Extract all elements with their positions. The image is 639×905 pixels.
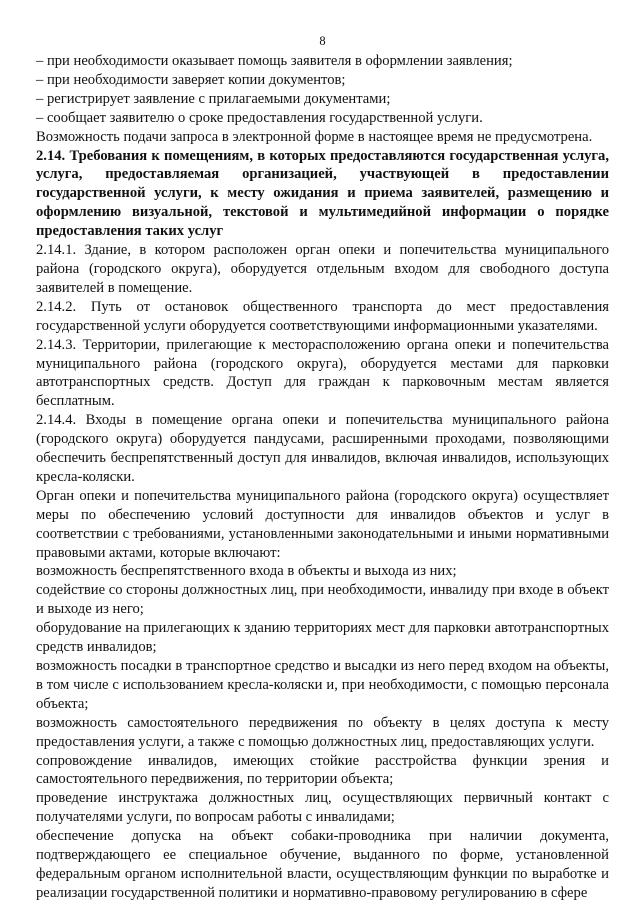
list-item: – сообщает заявителю о сроке предоставления государственной услуги. xyxy=(36,109,483,126)
paragraph: 2.14.2. Путь от остановок общественного транспорта до мест предоставления государственной услуги оборудуется соответствующими информационными указателями. xyxy=(36,298,609,334)
page-number: 8 xyxy=(319,34,326,48)
paragraph: возможность самостоятельного передвижения по объекту в целях доступа к месту предоставления услуги, а также с помощью должностных лиц, предоставляющих услуги. xyxy=(36,714,609,750)
paragraph: оборудование на прилегающих к зданию территориях мест для парковки автотранспортных средств инвалидов; xyxy=(36,620,609,656)
paragraph: 2.14.4. Входы в помещение органа опеки и попечительства муниципального района (городского округа) оборудуется пандусами, расширенными проходами, позволяющими обеспечить беспрепятственный доступ для инвалидов, включая инвалидов, использующих кресла-коляски. xyxy=(36,412,609,485)
list-item: – при необходимости оказывает помощь заявителя в оформлении заявления; xyxy=(36,53,513,69)
section-heading: 2.14. Требования к помещениям, в которых предоставляются государственная услуга, услуга, предоставляемая организацией, участвующей в предоставлении государственной услуги, к месту ожидания и приема заявителей, размещению и оформлению визуальной, текстовой и мультимедийной информации о порядке предоставления таких услуг xyxy=(36,147,609,240)
paragraph: возможность посадки в транспортное средство и высадки из него перед входом на объекты, в том числе с использованием кресла-коляски и, при необходимости, с помощью персонала объекта; xyxy=(36,658,609,712)
paragraph: 2.14.1. Здание, в котором расположен орган опеки и попечительства муниципального района (городского округа), оборудуется отдельным входом для свободного доступа заявителей в помещение. xyxy=(36,242,609,296)
list-item: – регистрирует заявление с прилагаемыми документами; xyxy=(36,90,391,107)
paragraph: сопровождение инвалидов, имеющих стойкие расстройства функции зрения и самостоятельного передвижения, по территории объекта; xyxy=(36,752,609,788)
paragraph: проведение инструктажа должностных лиц, осуществляющих первичный контакт с получателями услуги, по вопросам работы с инвалидами; xyxy=(36,790,609,826)
paragraph: содействие со стороны должностных лиц, при необходимости, инвалиду при входе в объект и выходе из него; xyxy=(36,582,609,618)
list-item: – при необходимости заверяет копии документов; xyxy=(36,71,346,88)
paragraph: Орган опеки и попечительства муниципального района (городского округа) осуществляет меры по обеспечению условий доступности для инвалидов объектов и услуг в соответствии с требованиями, установленными законодательными и иными нормативными правовыми актами, которые включают: xyxy=(36,487,609,561)
paragraph: возможность беспрепятственного входа в объекты и выхода из них; xyxy=(36,563,457,580)
electronic-submission-note: Возможность подачи запроса в электронной форме в настоящее время не предусмотрена. xyxy=(36,128,593,145)
paragraph: 2.14.3. Территории, прилегающие к месторасположению органа опеки и попечительства муниципального района (городского округа), оборудуется местами для парковки автотранспортных средств. Доступ для граждан к парковочным местам является бесплатным. xyxy=(36,336,609,410)
paragraph: обеспечение допуска на объект собаки-проводника при наличии документа, подтверждающего ее специальное обучение, выданного по форме, установленной федеральным органом исполнительной власти, осуществляющим функции по выработке и реализации государственной политики и нормативно-правовому регулированию в сфере xyxy=(36,828,609,901)
